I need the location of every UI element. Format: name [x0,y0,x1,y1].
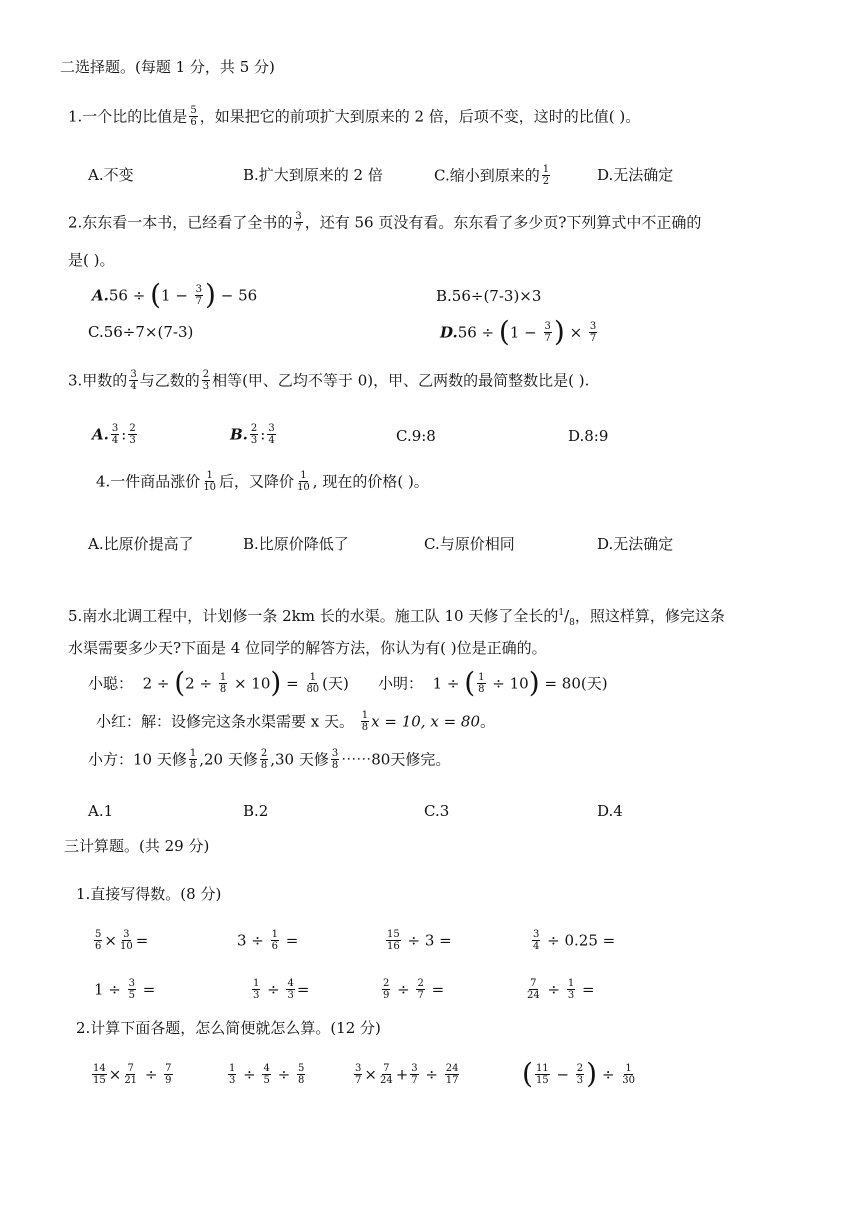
calc-1-expr-7: $\frac{2}{9}$ ÷ $\frac{2}{7}$ = [383,978,445,1001]
calc-2-expr-3: $\frac{3}{7}$ × $\frac{7}{24}$ + $\frac{3}{7}$ ÷ $\frac{24}{17}$ [355,1063,459,1086]
q1-option-c: C.缩小到原来的 $\frac{1}{2}$ [434,164,550,187]
question-1-stem [68,106,640,129]
question-5-stem: 5.南水北调工程中，计划修一条 2km 长的水渠。施工队 10 天修了全长的$^1/_8$，照这样算，修完这条 [68,607,725,628]
calc-2-expr-4: ( $\frac{11}{15}$ − $\frac{2}{3}$ ) ÷ $\frac{1}{30}$ [522,1056,635,1090]
q1-option-a: A.不变 [88,166,134,184]
q3-option-c: C.9:8 [396,427,436,445]
q2-option-a: A.56 ÷ (1 − $\frac{3}{7}$ ) − 56 [92,277,258,311]
q1-fraction: $\frac{5}{6}$ [190,105,197,128]
section-title-choice: 二选择题。(每题 1 分，共 5 分) [60,58,275,76]
calc-1-expr-6: $\frac{1}{3}$ ÷ $\frac{4}{3}$ = [253,978,310,1001]
q3-option-a: A. $\frac{3}{4}$ : $\frac{2}{3}$ [92,423,136,446]
q4-option-b: B.比原价降低了 [243,535,349,553]
q5-option-c: C.3 [424,802,450,820]
q3-option-b: B. $\frac{2}{3}$ : $\frac{3}{4}$ [230,423,275,446]
calc-1-expr-2: 3 ÷ $\frac{1}{6}$ = [237,929,299,952]
q1-option-d: D.无法确定 [597,166,674,184]
q4-option-a: A.比原价提高了 [88,535,194,553]
question-3-stem: 3.甲数的 $\frac{3}{4}$ 与乙数的 $\frac{2}{3}$ 相等(甲、乙均不等于 0)，甲、乙两数的最简整数比是( ). [68,369,590,392]
calc-1-expr-4: $\frac{3}{4}$ ÷ 0.25 = [533,929,616,952]
q3-option-d: D.8:9 [568,427,609,445]
q2-option-b: B.56÷(7-3)×3 [436,287,542,305]
q2-option-d: D.56 ÷ (1 − $\frac{3}{7}$ ) × $\frac{3}{7}$ [440,314,597,348]
q5-xiaoming: 小明： 1 ÷ ( $\frac{1}{8}$ ÷ 10) = 80(天) [378,665,608,699]
section-title-calc: 三计算题。(共 29 分) [64,837,210,855]
calc-1-expr-1: $\frac{5}{6}$ × $\frac{3}{10}$ = [95,929,149,952]
calc-2-expr-1: $\frac{14}{15}$ × $\frac{7}{21}$ ÷ $\frac{7}{9}$ [93,1063,172,1086]
q1-option-b: B.扩大到原来的 2 倍 [243,166,383,184]
calc-1-title: 1.直接写得数。(8 分) [76,885,222,903]
calc-2-title: 2.计算下面各题，怎么简便就怎么算。(12 分) [76,1019,381,1037]
q2-option-c: C.56÷7×(7-3) [88,323,194,341]
q5-option-d: D.4 [597,802,623,820]
q1-stem-b: ，如果把它的前项扩大到原来的 2 倍，后项不变，这时的比值( )。 [199,107,641,126]
calc-1-expr-3: $\frac{15}{16}$ ÷ 3 = [387,929,452,952]
question-4-stem: 4.一件商品涨价 $\frac{1}{10}$ 后，又降价 $\frac{1}{10}$ , 现在的价格( )。 [96,470,429,493]
calc-1-expr-5: 1 ÷ $\frac{3}{5}$ = [94,978,156,1001]
q5-xiaofang: 小方：10 天修 $\frac{1}{8}$ ,20 天修 $\frac{2}{8}$ ,30 天修 $\frac{3}{8}$ ⋯⋯80天修完。 [88,748,451,771]
q5-option-a: A.1 [88,802,114,820]
question-5-stem-2: 水渠需要多少天?下面是 4 位同学的解答方法，你认为有( )位是正确的。 [68,639,547,657]
q5-xiaocong: 小聪： 2 ÷ (2 ÷ $\frac{1}{8}$ × 10) = $\frac{1}{80}$ (天) [88,665,349,699]
q4-option-d: D.无法确定 [597,535,674,553]
calc-2-expr-2: $\frac{1}{3}$ ÷ $\frac{4}{5}$ ÷ $\frac{5}{8}$ [229,1063,305,1086]
question-2-stem: 2.东东看一本书，已经看了全书的 $\frac{3}{7}$ ，还有 56 页没有看。东东看了多少页?下列算式中不正确的 [68,211,702,234]
calc-1-expr-8: $\frac{7}{24}$ ÷ $\frac{1}{3}$ = [527,978,595,1001]
q5-option-b: B.2 [243,802,269,820]
question-2-stem-end: 是( )。 [68,251,115,269]
q1-stem-a: 1.一个比的比值是 [68,107,188,126]
q4-option-c: C.与原价相同 [424,535,515,553]
q5-xiaohong: 小红：解：设修完这条水渠需要 x 天。 $\frac{1}{8}$ x = 10, x = 80。 [96,710,496,733]
